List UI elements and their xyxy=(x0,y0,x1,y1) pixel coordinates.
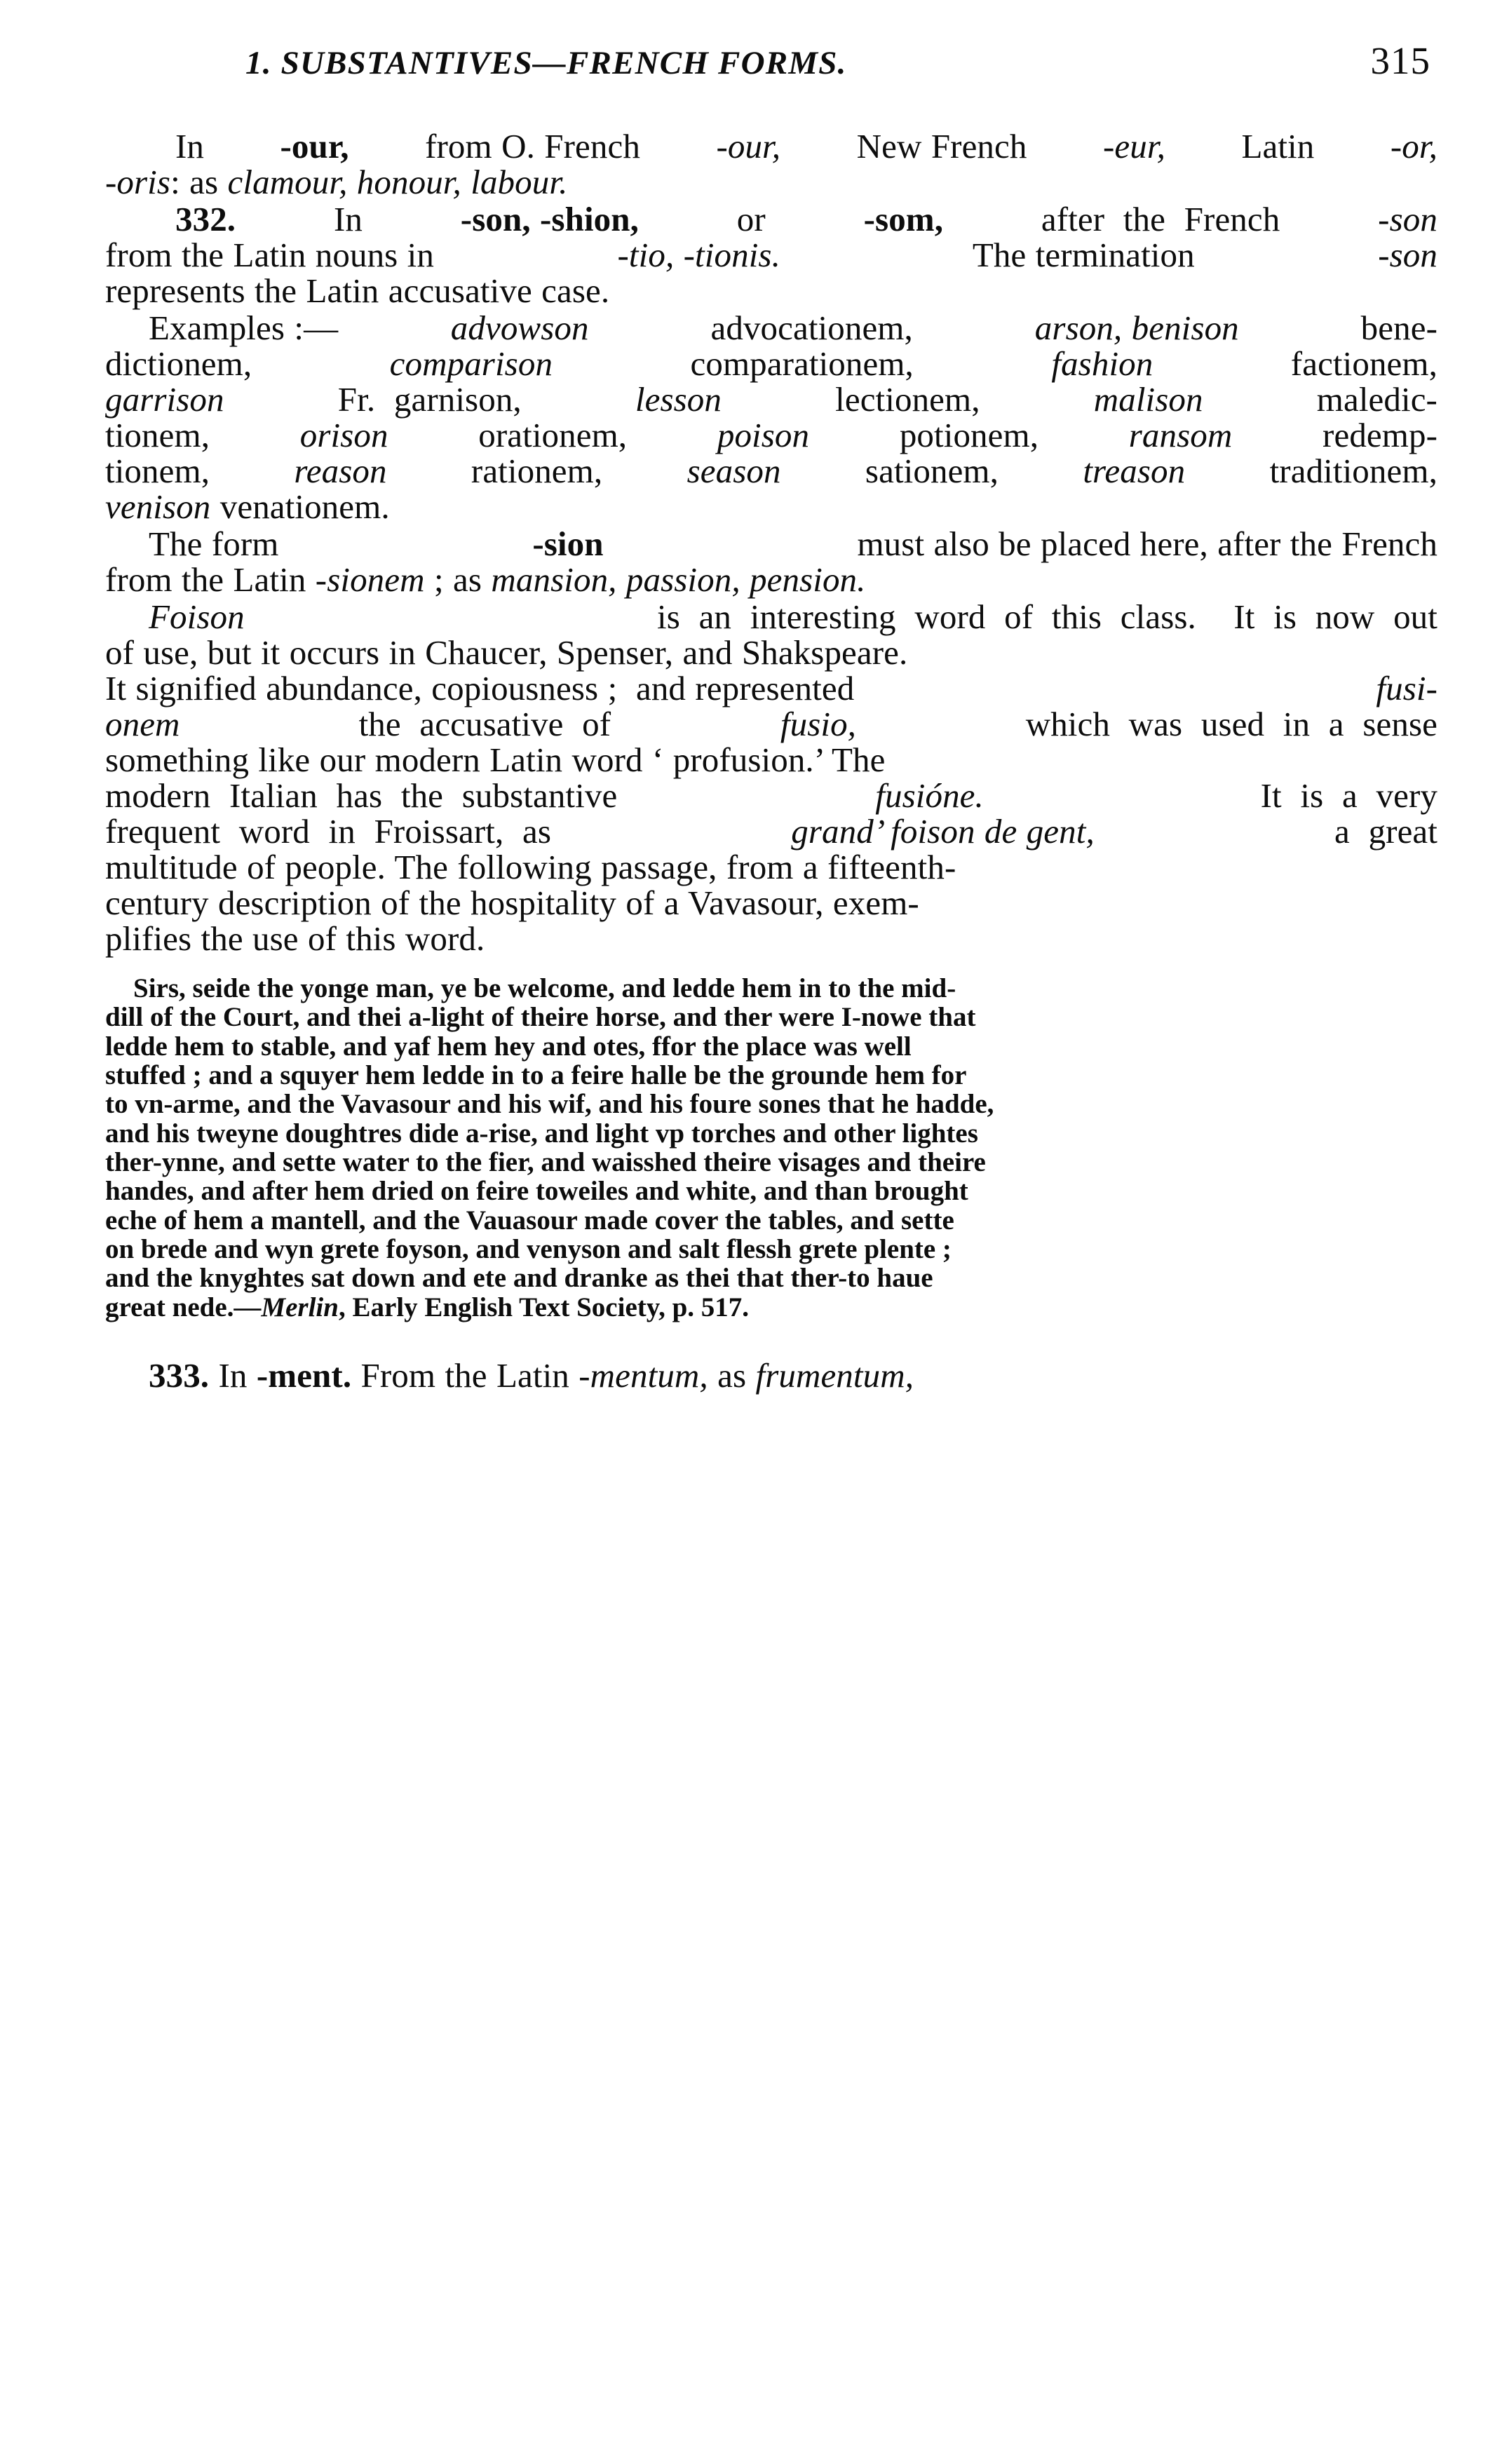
quote-line: to vn-arme, and the Vavasour and his wif, and his foure sones that he hadde, xyxy=(105,1089,994,1120)
quote-line: ther-ynne, and sette water to the fier, and waisshed theire visages and theire xyxy=(105,1146,986,1177)
paragraph-line: frequent word in Froissart, as grand’ foison de gent, a great xyxy=(105,812,1437,851)
paragraph-line: In -our, from O. French -our, New French -eur, Latin -or, xyxy=(175,127,1437,165)
quote-line: ledde hem to stable, and yaf hem hey and otes, ffor the place was well xyxy=(105,1031,912,1062)
quote-line: stuffed ; and a squyer hem ledde in to a feire halle be the grounde hem for xyxy=(105,1060,967,1090)
quote-line: dill of the Court, and thei a-light of theire horse, and ther were I-nowe that xyxy=(105,1002,976,1033)
paragraph-line: The form -sion must also be placed here, after the French xyxy=(149,524,1437,563)
paragraph-line: tionem, reason rationem, season sationem, treason traditionem, xyxy=(105,452,1437,490)
paragraph-line: of use, but it occurs in Chaucer, Spenser, and Shakspeare. xyxy=(105,633,908,672)
paragraph-sion xyxy=(105,524,1437,599)
paragraph-line: Examples :— advowson advocationem, arson, benison bene- xyxy=(149,309,1437,347)
paragraph-foison xyxy=(105,597,1437,958)
paragraph-line: venison venationem. xyxy=(105,487,390,526)
paragraph-line: Foison is an interesting word of this class. It is now out xyxy=(149,597,1437,636)
paragraph-line: -oris: as clamour, honour, labour. xyxy=(105,163,568,201)
quote-line: handes, and after hem dried on feire toweiles and white, and than brought xyxy=(105,1176,968,1207)
paragraph-line: onem the accusative of fusio, which was used in a sense xyxy=(105,705,1437,743)
paragraph-line: It signified abundance, copiousness ; and represented fusi- xyxy=(105,669,1437,708)
paragraph-line: garrison Fr. garnison, lesson lectionem, malison maledic- xyxy=(105,380,1437,419)
paragraph-line: from the Latin nouns in -tio, -tionis. The termination -son xyxy=(105,236,1437,274)
quote-line: on brede and wyn grete foyson, and venyson and salt flessh grete plente ; xyxy=(105,1233,952,1264)
quote-line: Sirs, seide the yonge man, ye be welcome, and ledde hem in to the mid- xyxy=(133,973,956,1003)
quote-line: and his tweyne doughtres dide a-rise, and light vp torches and other lightes xyxy=(105,1118,978,1149)
paragraph-line: from the Latin -sionem ; as mansion, passion, pension. xyxy=(105,560,866,599)
paragraph-line: century description of the hospitality of a Vavasour, exem- xyxy=(105,884,919,922)
paragraph-line: something like our modern Latin word ‘ profusion.’ The xyxy=(105,740,886,779)
paragraph-line: modern Italian has the substantive fusióne. It is a very xyxy=(105,776,1437,815)
paragraph-line: plifies the use of this word. xyxy=(105,919,485,958)
paragraph-line: dictionem, comparison comparationem, fashion factionem, xyxy=(105,344,1437,383)
paragraph-line: represents the Latin accusative case. xyxy=(105,271,610,310)
page-number: 315 xyxy=(1370,39,1430,82)
page-title: 1. SUBSTANTIVES—FRENCH FORMS. xyxy=(245,45,847,81)
paragraph-line: 332. In -son, -shion, or -som, after the French -son xyxy=(175,200,1437,238)
paragraph-line: tionem, orison orationem, poison potionem, ransom redemp- xyxy=(105,416,1437,454)
quote-line: eche of hem a mantell, and the Vauasour made cover the tables, and sette xyxy=(105,1205,954,1236)
paragraph-333: 333. In -ment. From the Latin -mentum, as frumentum, xyxy=(149,1355,914,1395)
quote-line: and the knyghtes sat down and ete and dranke as thei that ther-to haue xyxy=(105,1263,933,1294)
running-head xyxy=(105,39,1437,83)
paragraph-line: multitude of people. The following passage, from a fifteenth- xyxy=(105,848,956,886)
page-content xyxy=(105,39,1437,1394)
paragraph-examples xyxy=(105,311,1437,524)
paragraph-332 xyxy=(105,202,1437,308)
paragraph-our xyxy=(105,129,1437,199)
quotation-block xyxy=(105,974,1437,1322)
quote-line-source: great nede.—Merlin, Early English Text Society, p. 517. xyxy=(105,1292,750,1322)
